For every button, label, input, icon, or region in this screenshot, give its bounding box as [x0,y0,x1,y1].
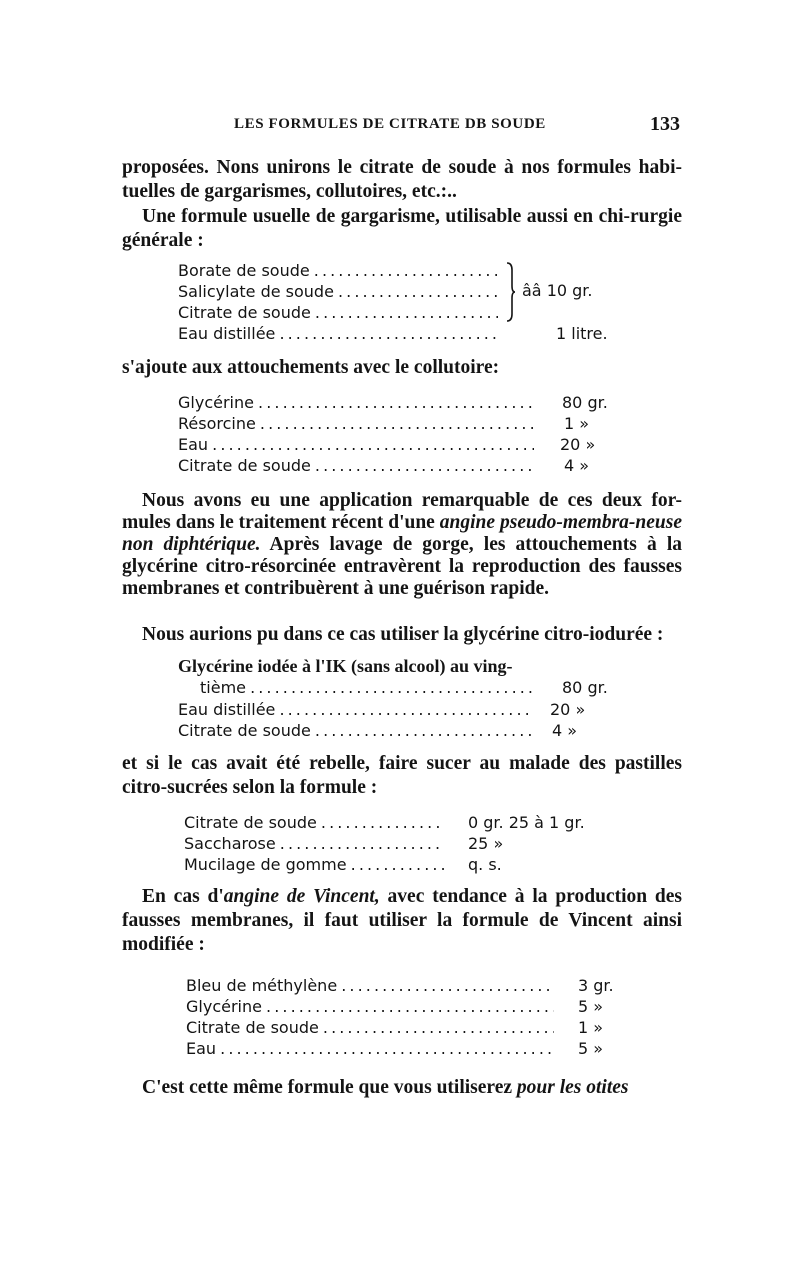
paragraph-7-text-a: En cas d' [142,886,224,907]
paragraph-4-emphasis: angine pseudo-membra-neuse non diphtérique. [122,512,682,555]
paragraph-4 [122,490,682,600]
ingredient-quantity: 3 gr. [578,976,614,995]
formula-row [186,1038,636,1060]
ingredient-name: Citrate de soude . . . [178,302,498,324]
ingredient-name: Glycérine . . . [186,996,554,1018]
formula-vincent [186,975,636,1065]
brace-icon [506,262,516,322]
paragraph-8-emphasis: pour les otites [516,1077,629,1098]
formula-row [178,302,498,324]
paragraph-4-text-a: Nous avons eu une application remarquable de ces deux for-mules dans le traitement récent d'une [122,490,682,533]
paragraph-3: s'ajoute aux attouchements avec le collutoire: [122,357,500,378]
formula-row [178,281,498,303]
paragraph-6: et si le cas avait été rebelle, faire sucer au malade des pastilles citro-sucrées selon la formule : [122,753,682,798]
ingredient-quantity: 5 » [578,997,604,1016]
running-head-title: LES FORMULES DE CITRATE DB SOUDE [234,116,546,132]
ingredient-quantity: 5 » [578,1039,604,1058]
ingredient-name: Eau distillée . . . [178,699,534,721]
formula-row [186,1017,636,1039]
formula-glycerine-iodee [178,655,628,745]
formula-gargarisme [178,260,628,350]
paragraph-5: Nous aurions pu dans ce cas utiliser la glycérine citro-iodurée : [142,624,664,645]
ingredient-name: tième . . . [200,677,534,699]
formula-first-line: Glycérine iodée à l'IK (sans alcool) au ving- [178,656,513,676]
formula-row [200,677,630,699]
formula-row [178,323,628,345]
running-head [122,113,680,140]
ingredient-quantity: 80 gr. [562,393,608,412]
ingredient-name: Citrate de soude . . . [186,1017,554,1039]
ingredient-name: Mucilage de gomme . . . [184,854,444,876]
ingredient-name: Citrate de soude . . . [178,720,534,742]
page-number: 133 [650,113,680,135]
paragraph-7 [122,885,682,957]
ingredient-name: Eau . . . [178,434,534,456]
ingredient-name: Saccharose . . . [184,833,444,855]
formula-collutoire [178,392,618,482]
formula-row [186,996,636,1018]
paragraph-7-emphasis: angine de Vincent, [223,886,380,907]
formula-row [178,699,628,721]
group-quantity: ââ 10 gr. [522,281,593,300]
ingredient-quantity: 20 » [550,700,586,719]
paragraph-2: Une formule usuelle de gargarisme, utilisable aussi en chi-rurgie générale : [122,206,682,251]
ingredient-name: Bleu de méthylène . . . [186,975,554,997]
ingredient-quantity: 1 litre. [556,324,608,343]
formula-row [178,434,618,456]
ingredient-quantity: 20 » [560,435,596,454]
ingredient-name: Borate de soude . . . [178,260,498,282]
ingredient-quantity: q. s. [468,855,502,874]
ingredient-quantity: 80 gr. [562,678,608,697]
ingredient-quantity: 25 » [468,834,504,853]
formula-row [178,392,618,414]
paragraph-7-text-b: avec tendance à la production des fausses membranes, il faut utiliser la formule de Vincent ainsi modifiée : [122,886,683,955]
formula-row [184,812,634,834]
formula-row [186,975,636,997]
formula-row [178,260,498,282]
ingredient-quantity: 4 » [564,456,590,475]
ingredient-name: Citrate de soude . . . [178,455,534,477]
ingredient-quantity: 0 gr. 25 à 1 gr. [468,813,585,832]
ingredient-name: Eau distillée . . . [178,323,498,345]
ingredient-name: Glycérine . . . [178,392,534,414]
ingredient-name: Salicylate de soude . . . [178,281,498,303]
paragraph-8 [122,1076,682,1100]
ingredient-quantity: 1 » [578,1018,604,1037]
formula-row [184,854,634,876]
paragraph-4-text-b: Après lavage de gorge, les attouchements à la glycérine citro-résorcinée entravèrent la reproduction des fausses membranes et contribuèrent à une guérison rapide. [122,534,682,599]
formula-row [178,720,628,742]
ingredient-quantity: 4 » [552,721,578,740]
formula-pastilles [184,812,634,878]
ingredient-name: Eau . . . [186,1038,554,1060]
formula-row [178,413,618,435]
paragraph-1: proposées. Nons unirons le citrate de soude à nos formules habi-tuelles de gargarismes, collutoires, etc.:.. [122,157,682,202]
paragraph-8-text-a: C'est cette même formule que vous utiliserez [142,1077,517,1098]
ingredient-name: Citrate de soude . . . [184,812,444,834]
formula-row [184,833,634,855]
formula-row [178,455,618,477]
ingredient-name: Résorcine . . . [178,413,534,435]
ingredient-quantity: 1 » [564,414,590,433]
